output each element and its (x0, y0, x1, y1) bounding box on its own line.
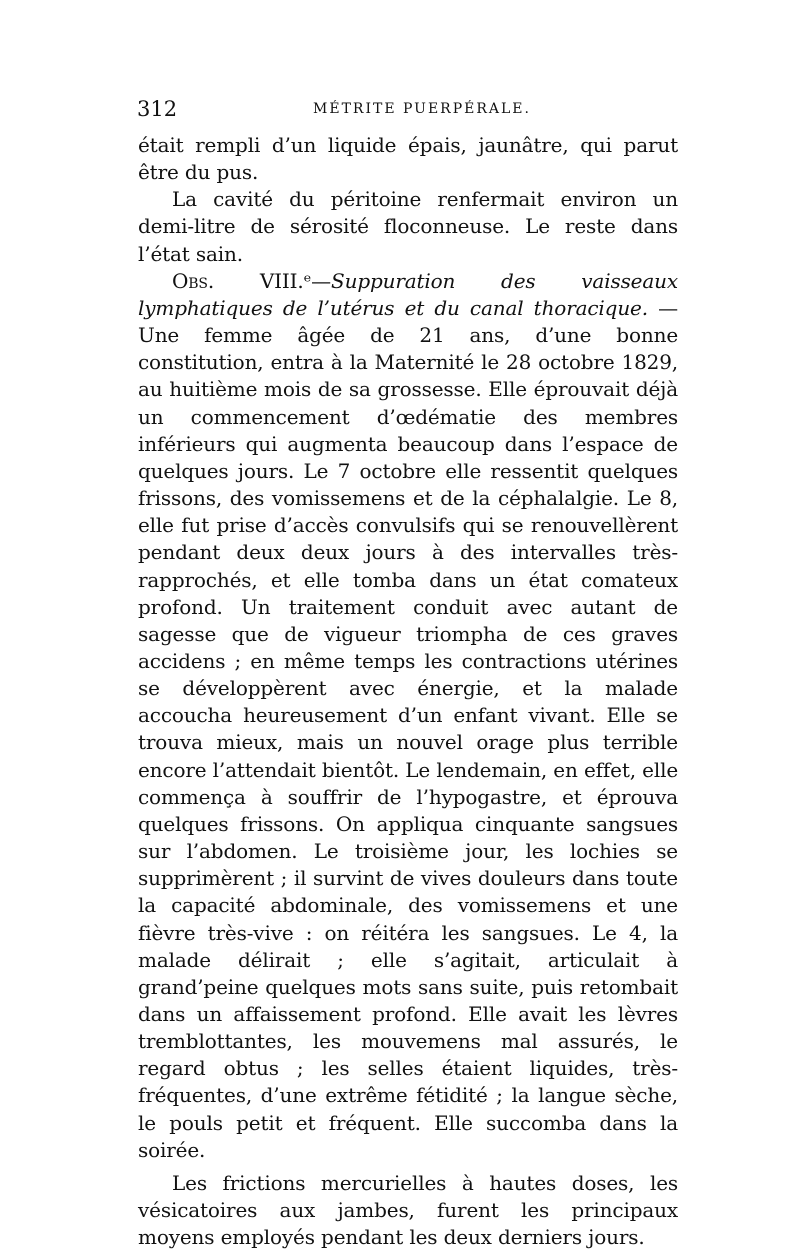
running-head (137, 94, 677, 124)
paragraph-peritoneum: La cavité du péritoine renfermait environ un demi-litre de sérosité floconneuse. Le reste dans l’état sain. (138, 187, 678, 266)
page-number: 312 (137, 97, 178, 121)
body-text (138, 132, 678, 1251)
running-title: MÉTRITE PUERPÉRALE. (313, 101, 531, 117)
observation-number: VIII.ᵉ— (259, 268, 332, 293)
paragraph-treatment: Les frictions mercurielles à hautes doses, les vésicatoires aux jambes, furent les principaux moyens employés pendant les deux derniers jours. (138, 1170, 678, 1250)
observation-label: Obs. (172, 268, 215, 293)
observation-title: Suppuration des vaisseaux lymphatiques de l’utérus et du canal thoracique. (138, 268, 678, 320)
paragraph-continuation: était rempli d’un liquide épais, jaunâtre, qui parut être du pus. (138, 133, 678, 185)
paragraph-observation (138, 268, 678, 1164)
observation-body: — Une femme âgée de 21 ans, d’une bonne constitution, entra à la Maternité le 28 octobre 1829, au huitième mois de sa grossesse. Elle éprouvait déjà un commencement d’œdématie des membres inférieurs qui augmenta beaucoup dans l’espace de quelques jours. Le 7 octobre elle ressentit quelques frissons, des vomissemens et de la céphalalgie. Le 8, elle fut prise d’accès convulsifs qui se renouvellèrent pendant deux deux jours à des intervalles très-rapprochés, et elle tomba dans un état comateux profond. Un traitement conduit avec autant de sagesse que de vigueur triompha de ces graves accidens ; en même temps les contractions utérines se développèrent avec énergie, et la malade accoucha heureusement d’un enfant vivant. Elle se trouva mieux, mais un nouvel orage plus terrible encore l’attendait bientôt. Le lendemain, en effet, elle commença à souffrir de l’hypogastre, et éprouva quelques frissons. On appliqua cinquante sangsues sur l’abdomen. Le troisième jour, les lochies se supprimèrent ; il survint de vives douleurs dans toute la capacité abdominale, des vomissemens et une fièvre très-vive : on réitéra les sangsues. Le 4, la malade délirait ; elle s’agitait, articulait à grand’peine quelques mots sans suite, puis retombait dans un affaissement profond. Elle avait les lèvres tremblottantes, les mouvemens mal assurés, le regard obtus ; les selles étaient liquides, très-fréquentes, d’une extrême fétidité ; la langue sèche, le pouls petit et fréquent. Elle succomba dans la soirée. (138, 295, 678, 1162)
